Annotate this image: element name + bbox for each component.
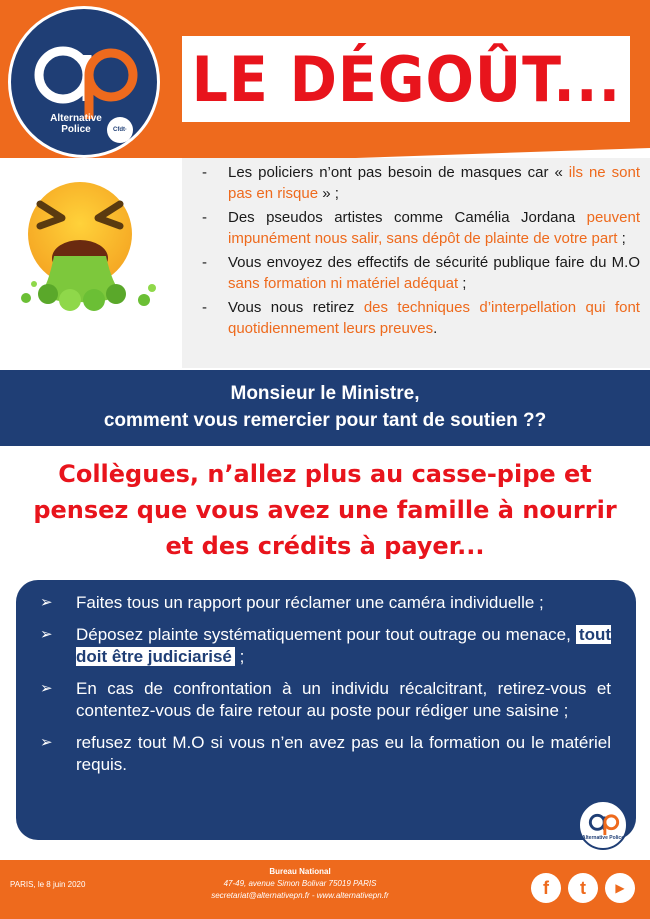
grievance-item: - Les policiers n’ont pas besoin de masques car « ils ne sont pas en risque » ;: [202, 164, 640, 202]
footer-email-web: secretariat@alternativepn.fr - www.alternativepn.fr: [211, 891, 389, 900]
cfdt-badge: Cfdt·: [107, 117, 133, 143]
action-item: ➢ refusez tout M.O si vous n’en avez pas eu la formation ou le matériel requis.: [40, 733, 611, 774]
facebook-icon[interactable]: f: [531, 873, 561, 903]
page-title: LE DÉGOÛT...: [191, 42, 621, 116]
action-item: ➢ En cas de confrontation à un individu récalcitrant, retirez-vous et contentez-vous de faire retour au poste pour rédiger une saisine ;: [40, 679, 611, 720]
logo-name: [41, 113, 111, 135]
banner-line1: Monsieur le Ministre,: [230, 383, 420, 404]
ap-logo-icon: [31, 29, 141, 119]
arrow-icon: ➢: [40, 680, 53, 697]
arrow-icon: ➢: [40, 734, 53, 751]
grievance-item: - Vous nous retirez des techniques d’interpellation qui font quotidiennement leurs preuves.: [202, 299, 640, 337]
appeal-line3: et des crédits à payer...: [165, 532, 485, 560]
title-box: [182, 36, 630, 122]
arrow-icon: ➢: [40, 594, 53, 611]
mini-logo-text: Alternative Police: [582, 835, 624, 841]
banner-line2: comment vous remercier pour tant de soutien ??: [103, 410, 547, 431]
grievance-list: [200, 162, 640, 342]
twitter-icon[interactable]: t: [568, 873, 598, 903]
action-list: [40, 592, 611, 786]
appeal-line2: pensez que vous avez une famille à nourrir: [33, 496, 617, 524]
judiciarise-highlight: tout doit être judiciarisé: [76, 625, 611, 666]
grievance-item: - Vous envoyez des effectifs de sécurité publique faire du M.O sans formation ni matériel adéquat ;: [202, 254, 640, 292]
action-item: ➢ Faites tous un rapport pour réclamer une caméra individuelle ;: [40, 593, 544, 612]
action-item: ➢ Déposez plainte systématiquement pour tout outrage ou menace, tout doit être judiciarisé ;: [40, 625, 611, 666]
logo-name-line2: Police: [61, 124, 91, 135]
alternative-police-logo: [8, 6, 160, 158]
colleagues-appeal: [10, 456, 640, 564]
youtube-icon[interactable]: ▶: [605, 873, 635, 903]
footer-date: PARIS, le 8 juin 2020: [10, 880, 86, 889]
grievance-item: - Des pseudos artistes comme Camélia Jordana peuvent impunément nous salir, sans dépôt de plainte de votre part ;: [202, 209, 640, 247]
vomiting-face-icon: [18, 176, 158, 316]
mini-logo: [578, 800, 628, 850]
footer-office: Bureau National: [269, 867, 331, 876]
logo-name-line1: Alternative: [50, 113, 102, 124]
footer-address: 47-49, avenue Simon Bolivar 75019 PARIS: [223, 879, 377, 888]
footer-contact: [150, 866, 450, 902]
minister-banner: [0, 370, 650, 446]
arrow-icon: ➢: [40, 626, 53, 643]
ap-mini-logo-icon: [588, 808, 620, 836]
appeal-line1: Collègues, n’allez plus au casse-pipe et: [58, 460, 592, 488]
